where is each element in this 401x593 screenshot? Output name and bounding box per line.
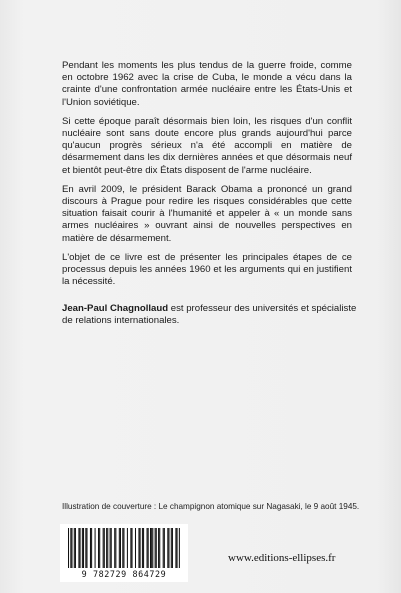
barcode-bar: [111, 528, 112, 568]
blurb-paragraph-4: L'objet de ce livre est de présenter les principales étapes de ce processus depuis les années 1960 et les arguments qui en justifient la nécessité.: [62, 251, 352, 288]
barcode-bar: [90, 528, 91, 568]
barcode-bar: [74, 528, 75, 568]
barcode-bar: [171, 528, 172, 568]
barcode-bar: [85, 528, 86, 568]
barcode-bar: [104, 528, 105, 568]
author-description: est professeur des universités et spécialiste de relations internationales.: [62, 303, 357, 327]
barcode-bar: [156, 528, 157, 568]
barcode-bar: [132, 528, 133, 568]
barcode-bar: [68, 528, 69, 568]
barcode-bar: [98, 528, 99, 568]
blurb-text: [62, 60, 352, 295]
barcode-bar: [172, 528, 173, 568]
barcode-bar: [122, 528, 123, 568]
barcode-bar: [168, 528, 169, 568]
barcode-bar: [99, 528, 100, 568]
barcode-bar: [123, 528, 124, 568]
barcode-bar: [82, 528, 83, 568]
barcode-bar: [83, 528, 84, 568]
barcode-bar: [175, 528, 176, 568]
barcode-bar: [103, 528, 104, 568]
barcode-bar: [106, 528, 107, 568]
barcode-bar: [147, 528, 148, 568]
barcode-bar: [135, 528, 136, 568]
blurb-paragraph-3: En avril 2009, le président Barack Obama a prononcé un grand discours à Prague pour redire les risques considérables que cette situation faisait courir à l'humanité et appeler à « un monde sans armes nucléaires » ouvrant ainsi de nouvelles perspectives en matière de désarmement.: [62, 183, 352, 244]
barcode-bar: [86, 528, 87, 568]
author-name: Jean-Paul Chagnollaud: [62, 303, 169, 314]
barcode-bars: [68, 528, 180, 568]
barcode-bar: [148, 528, 149, 568]
author-bio: [62, 303, 362, 327]
barcode-bar: [142, 528, 143, 568]
blurb-paragraph-1: Pendant les moments les plus tendus de la guerre froide, comme en octobre 1962 avec la crise de Cuba, le monde a vécu dans la crainte d'une confrontation armée nucléaire entre les États-Unis et l'Union soviétique.: [62, 60, 352, 108]
barcode-bar: [95, 528, 96, 568]
barcode-bar: [80, 528, 81, 568]
barcode-bar: [155, 528, 156, 568]
barcode-bar: [127, 528, 128, 568]
barcode-bar: [120, 528, 121, 568]
barcode-bar: [138, 528, 139, 568]
barcode-digits: 9 782729 864729: [81, 569, 167, 579]
barcode-bar: [150, 528, 151, 568]
barcode-bar: [143, 528, 144, 568]
barcode-bar: [164, 528, 165, 568]
barcode-bar: [167, 528, 168, 568]
barcode-bar: [70, 528, 71, 568]
barcode-bar: [110, 528, 111, 568]
barcode-bar: [114, 528, 115, 568]
barcode-bar: [75, 528, 76, 568]
barcode-bar: [163, 528, 164, 568]
barcode-bar: [151, 528, 152, 568]
blurb-paragraph-2: Si cette époque paraît désormais bien loin, les risques d'un conflit nucléaire sont sans doute encore plus grands aujourd'hui parce qu'aucun progrès sérieux n'a été accompli en matière de désarmement dans les dix dernières années et que désormais neuf et bientôt peut-être dix États disposent de l'arme nucléaire.: [62, 115, 352, 176]
barcode-bar: [179, 528, 180, 568]
barcode-bar: [140, 528, 141, 568]
cover-illustration-caption: Illustration de couverture : Le champignon atomique sur Nagasaki, le 9 août 1945.: [62, 502, 360, 511]
barcode-bar: [177, 528, 178, 568]
barcode-bar: [152, 528, 153, 568]
barcode-bar: [119, 528, 120, 568]
publisher-website: www.editions-ellipses.fr: [228, 552, 336, 564]
barcode-bar: [130, 528, 131, 568]
barcode-bar: [107, 528, 108, 568]
barcode-bar: [115, 528, 116, 568]
barcode-bar: [91, 528, 92, 568]
barcode-bar: [159, 528, 160, 568]
barcode-bar: [78, 528, 79, 568]
barcode-bar: [71, 528, 72, 568]
barcode-bar: [158, 528, 159, 568]
isbn-barcode: [60, 524, 188, 582]
